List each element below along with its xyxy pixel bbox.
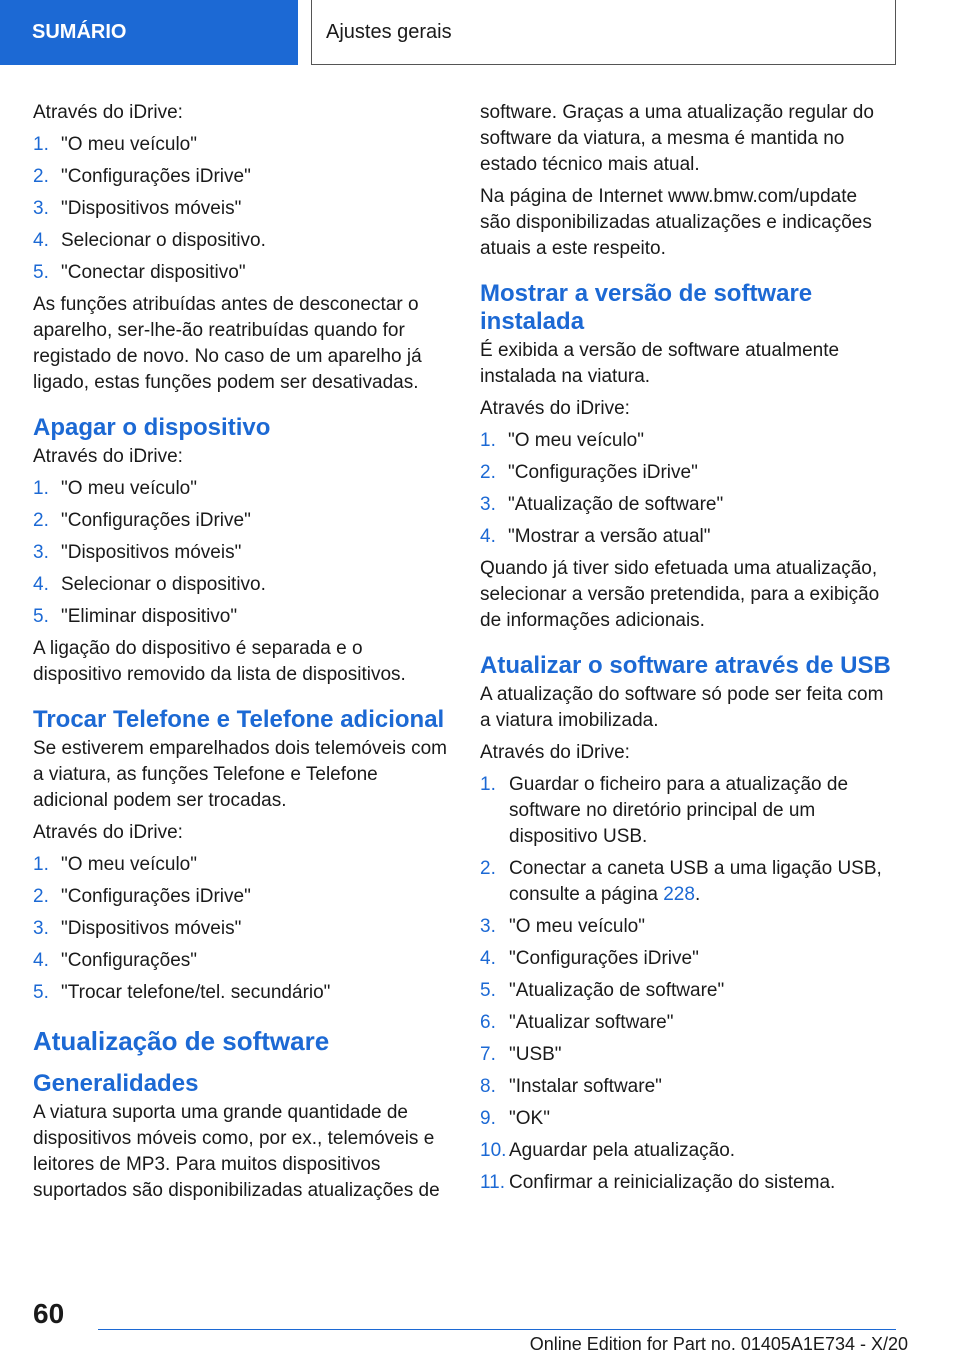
- right-column: [480, 100, 892, 1202]
- list-number: 3.: [480, 916, 496, 937]
- list-number: 7.: [480, 1044, 496, 1065]
- list-number: 2.: [33, 886, 49, 907]
- list-text: "Conectar dispositivo": [61, 262, 246, 283]
- list-item: [33, 916, 451, 942]
- list-text: Guardar o ficheiro para a atualização de software no diretório principal de um dispositivo USB.: [509, 774, 849, 847]
- list-number: 1.: [480, 774, 496, 795]
- list-item: [480, 460, 892, 486]
- list-number: 4.: [33, 230, 49, 251]
- list-item: [33, 852, 451, 878]
- intro-text: Através do iDrive:: [33, 102, 183, 123]
- list-number: 6.: [480, 1012, 496, 1033]
- paragraph: A viatura suporta uma grande quantidade de dispositivos móveis como, por ex., telemóveis e leitores de MP3. Para muitos dispositivos suportados são disponibilizadas atualizações de: [33, 1102, 440, 1201]
- list-item: [480, 772, 892, 850]
- list-item: [33, 260, 451, 286]
- list-text: Confirmar a reinicialização do sistema.: [509, 1172, 836, 1193]
- list-text: "Dispositivos móveis": [61, 918, 242, 939]
- list-text: Selecionar o dispositivo.: [61, 230, 266, 251]
- list-number: 3.: [480, 494, 496, 515]
- list-text: "USB": [509, 1044, 562, 1065]
- list-text: "O meu veículo": [61, 478, 197, 499]
- intro-text: Através do iDrive:: [33, 822, 183, 843]
- list-item: [33, 132, 451, 158]
- list-text: "O meu veículo": [509, 916, 645, 937]
- list-number: 4.: [480, 526, 496, 547]
- list-text: "Instalar software": [509, 1076, 662, 1097]
- list-number: 8.: [480, 1076, 496, 1097]
- list-text: "Dispositivos móveis": [61, 542, 242, 563]
- edition-footer: Online Edition for Part no. 01405A1E734 - X/20: [529, 1334, 908, 1354]
- paragraph: Se estiverem emparelhados dois telemóveis com a viatura, as funções Telefone e Telefone adicional podem ser trocadas.: [33, 738, 447, 811]
- list-text: "Mostrar a versão atual": [508, 526, 711, 547]
- list-item: [480, 492, 892, 518]
- list-item: [480, 1042, 892, 1068]
- list-text: "O meu veículo": [61, 134, 197, 155]
- list-item: [33, 604, 451, 630]
- left-column: [33, 100, 451, 1210]
- list-text: "Configurações iDrive": [61, 166, 251, 187]
- list-number: 1.: [33, 478, 49, 499]
- list-number: 10.: [480, 1140, 507, 1161]
- heading-usb-update: Atualizar o software através de USB: [480, 652, 891, 679]
- paragraph: É exibida a versão de software atualmente instalada na viatura.: [480, 340, 840, 387]
- steps-list: [33, 476, 451, 630]
- list-item: [33, 228, 451, 254]
- paragraph: Quando já tiver sido efetuada uma atualização, selecionar a versão pretendida, para a exibição de informações adicionais.: [480, 558, 880, 631]
- paragraph: Na página de Internet www.bmw.com/update são disponibilizadas atualizações e indicações atuais a este respeito.: [480, 186, 872, 259]
- list-number: 4.: [33, 574, 49, 595]
- list-item: [480, 1170, 892, 1196]
- list-text: "Configurações iDrive": [61, 510, 251, 531]
- list-number: 2.: [480, 858, 496, 879]
- list-item: [33, 540, 451, 566]
- list-text: "Configurações iDrive": [509, 948, 699, 969]
- list-number: 9.: [480, 1108, 496, 1129]
- list-number: 2.: [33, 166, 49, 187]
- list-number: 2.: [480, 462, 496, 483]
- list-item: [33, 884, 451, 910]
- list-item: [480, 1074, 892, 1100]
- list-item: [480, 978, 892, 1004]
- list-text: Conectar a caneta USB a uma ligação USB, consulte a página: [509, 858, 882, 905]
- page-number: 60: [33, 1298, 65, 1329]
- steps-list: [480, 914, 892, 1196]
- list-number: 5.: [480, 980, 496, 1001]
- steps-list: [33, 132, 451, 286]
- heading-general: Generalidades: [33, 1070, 199, 1097]
- list-number: 3.: [33, 542, 49, 563]
- heading-swap-phone: Trocar Telefone e Telefone adicional: [33, 706, 445, 733]
- list-item: [33, 164, 451, 190]
- section-title: Ajustes gerais: [311, 0, 896, 65]
- list-number: 3.: [33, 918, 49, 939]
- list-item: [33, 508, 451, 534]
- steps-list: [480, 428, 892, 550]
- paragraph: A ligação do dispositivo é separada e o dispositivo removido da lista de dispositivos.: [33, 638, 406, 685]
- list-text-end: .: [694, 884, 701, 905]
- list-text: "Configurações iDrive": [508, 462, 698, 483]
- paragraph: As funções atribuídas antes de desconectar o aparelho, ser-lhe-ão reatribuídas quando for registado de novo. No caso de um aparelho já ligado, estas funções podem ser desativadas.: [33, 294, 422, 393]
- list-item: [33, 572, 451, 598]
- page-link[interactable]: 228: [663, 884, 695, 905]
- list-number: 5.: [33, 982, 49, 1003]
- list-number: 4.: [480, 948, 496, 969]
- list-item: [33, 196, 451, 222]
- list-number: 4.: [33, 950, 49, 971]
- list-text: "Configurações": [61, 950, 198, 971]
- list-text: "Atualização de software": [509, 980, 725, 1001]
- list-item: [33, 980, 451, 1006]
- footer-divider: [98, 1329, 896, 1330]
- intro-text: Através do iDrive:: [480, 742, 630, 763]
- heading-software-update: Atualização de software: [33, 1026, 330, 1056]
- paragraph: software. Graças a uma atualização regular do software da viatura, a mesma é mantida no estado técnico mais atual.: [480, 102, 874, 175]
- list-item: [480, 1138, 892, 1164]
- list-item: [480, 946, 892, 972]
- list-number: 2.: [33, 510, 49, 531]
- list-text: Aguardar pela atualização.: [509, 1140, 736, 1161]
- usb-steps-list: [480, 772, 892, 908]
- list-number: 3.: [33, 198, 49, 219]
- list-item: [33, 476, 451, 502]
- summary-tab[interactable]: SUMÁRIO: [0, 0, 298, 65]
- list-item: [480, 856, 892, 908]
- list-text: "Trocar telefone/tel. secundário": [61, 982, 331, 1003]
- list-item: [480, 1010, 892, 1036]
- list-text: "Atualizar software": [509, 1012, 674, 1033]
- heading-show-version: Mostrar a versão de software instalada: [480, 280, 813, 335]
- heading-delete-device: Apagar o dispositivo: [33, 414, 271, 441]
- list-number: 5.: [33, 262, 49, 283]
- intro-text: Através do iDrive:: [33, 446, 183, 467]
- intro-text: Através do iDrive:: [480, 398, 630, 419]
- list-text: "O meu veículo": [61, 854, 197, 875]
- list-number: 1.: [33, 134, 49, 155]
- list-number: 1.: [33, 854, 49, 875]
- list-item: [33, 948, 451, 974]
- list-text: Selecionar o dispositivo.: [61, 574, 266, 595]
- list-text: "Dispositivos móveis": [61, 198, 242, 219]
- list-item: [480, 524, 892, 550]
- list-text: "O meu veículo": [508, 430, 644, 451]
- list-text: "Atualização de software": [508, 494, 724, 515]
- list-item: [480, 914, 892, 940]
- list-item: [480, 428, 892, 454]
- list-number: 1.: [480, 430, 496, 451]
- paragraph: A atualização do software só pode ser feita com a viatura imobilizada.: [480, 684, 884, 731]
- list-number: 11.: [480, 1172, 506, 1193]
- list-text: "Configurações iDrive": [61, 886, 251, 907]
- list-number: 5.: [33, 606, 49, 627]
- steps-list: [33, 852, 451, 1006]
- list-text: "Eliminar dispositivo": [61, 606, 238, 627]
- list-item: [480, 1106, 892, 1132]
- list-text: "OK": [509, 1108, 550, 1129]
